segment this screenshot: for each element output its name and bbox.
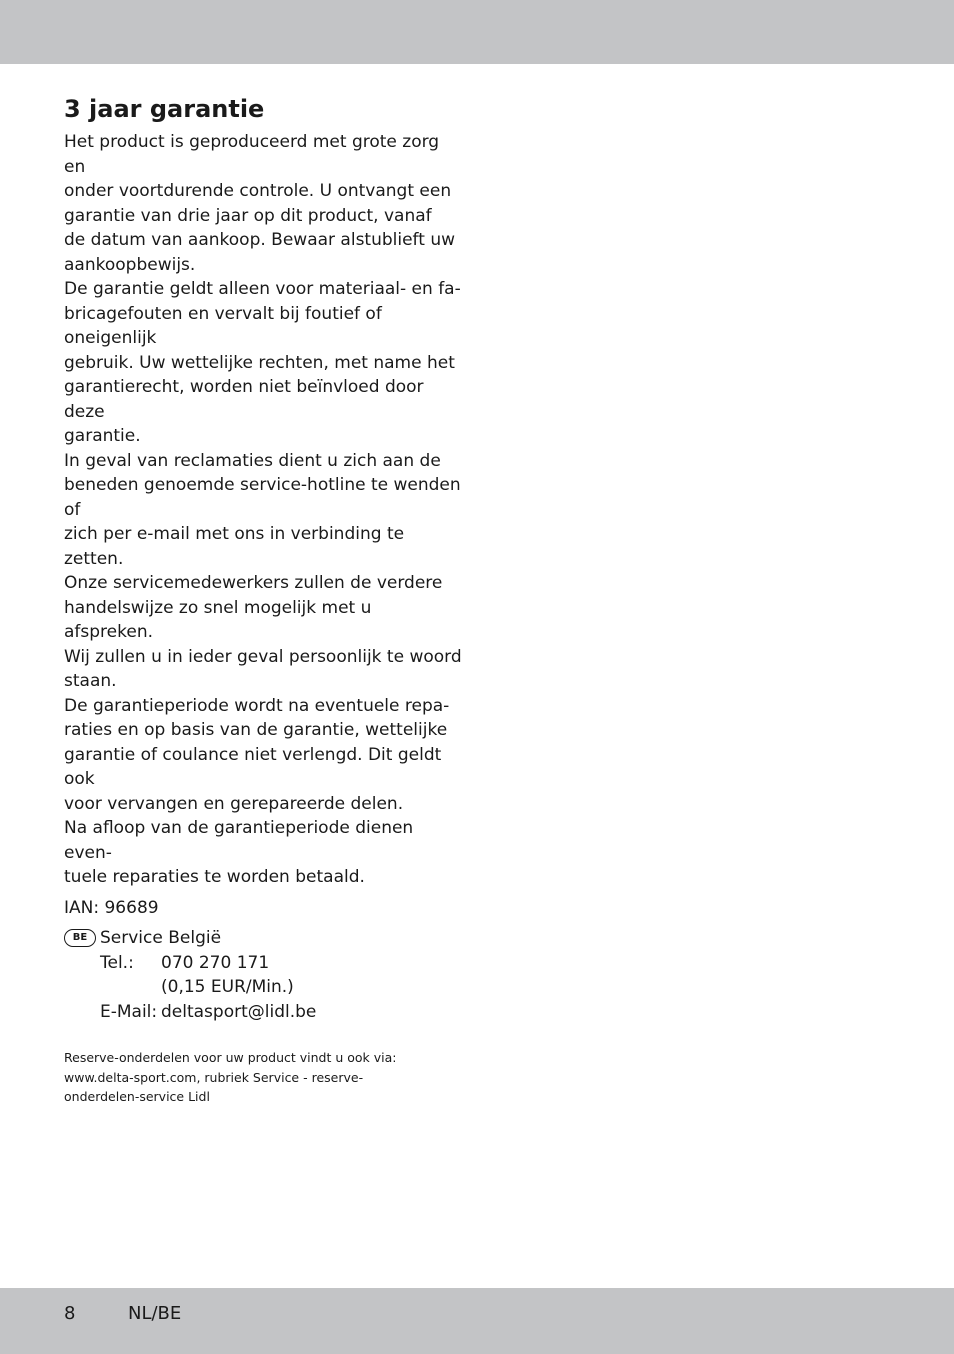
page-title: 3 jaar garantie: [64, 95, 265, 123]
tel-value: 070 270 171: [161, 952, 270, 973]
warranty-section: [64, 94, 464, 1107]
service-email-row: [64, 1000, 464, 1025]
service-heading-row: [64, 926, 464, 951]
locale-label: NL/BE: [128, 1303, 182, 1324]
page-number: 8: [64, 1303, 76, 1324]
belgium-country-icon: BE: [64, 929, 96, 947]
paragraph-claims: In geval van reclamaties dient u zich aan de beneden genoemde service-hotline te wenden of zich per e-mail met ons in verbinding te zetten. Onze servicemedewerkers zullen de verdere handelswijze zo snel mogelijk met u afspreken. Wij zullen u in ieder geval persoonlijk te woord staan.: [64, 450, 462, 691]
service-rate-row: [64, 975, 464, 1000]
tel-rate: (0,15 EUR/Min.): [161, 977, 294, 997]
header-band: [0, 0, 954, 64]
email-label: E-Mail:: [100, 1001, 158, 1022]
email-value: deltasport@lidl.be: [161, 1001, 317, 1022]
spare-parts-note: Reserve-onderdelen voor uw product vindt u ook via: www.delta-sport.com, rubriek Service - reserve- onderdelen-service Lidl: [64, 1050, 397, 1104]
service-heading: Service België: [100, 928, 222, 948]
service-tel-row: [64, 951, 464, 976]
paragraph-period: De garantieperiode wordt na eventuele repa- raties en op basis van de garantie, wettelijke garantie of coulance niet verlengd. Dit geldt ook voor vervangen en gerepareerde delen.: [64, 695, 450, 814]
paragraph-intro: Het product is geproduceerd met grote zorg en onder voortdurende controle. U ontvangt een garantie van drie jaar op dit product, vanaf de datum van aankoop. Bewaar alstublieft uw aankoopbewijs.: [64, 132, 455, 275]
tel-label: Tel.:: [100, 952, 134, 973]
rate-spacer: [100, 975, 161, 1000]
ian-number: IAN: 96689: [64, 897, 159, 918]
service-block: [64, 926, 464, 1024]
paragraph-after-period: Na afloop van de garantieperiode dienen even- tuele reparaties te worden betaald.: [64, 818, 414, 887]
paragraph-scope: De garantie geldt alleen voor materiaal- en fa- bricagefouten en vervalt bij foutief of oneigenlijk gebruik. Uw wettelijke rechten, met name het garantierecht, worden niet beïnvloed door deze garantie.: [64, 279, 461, 446]
